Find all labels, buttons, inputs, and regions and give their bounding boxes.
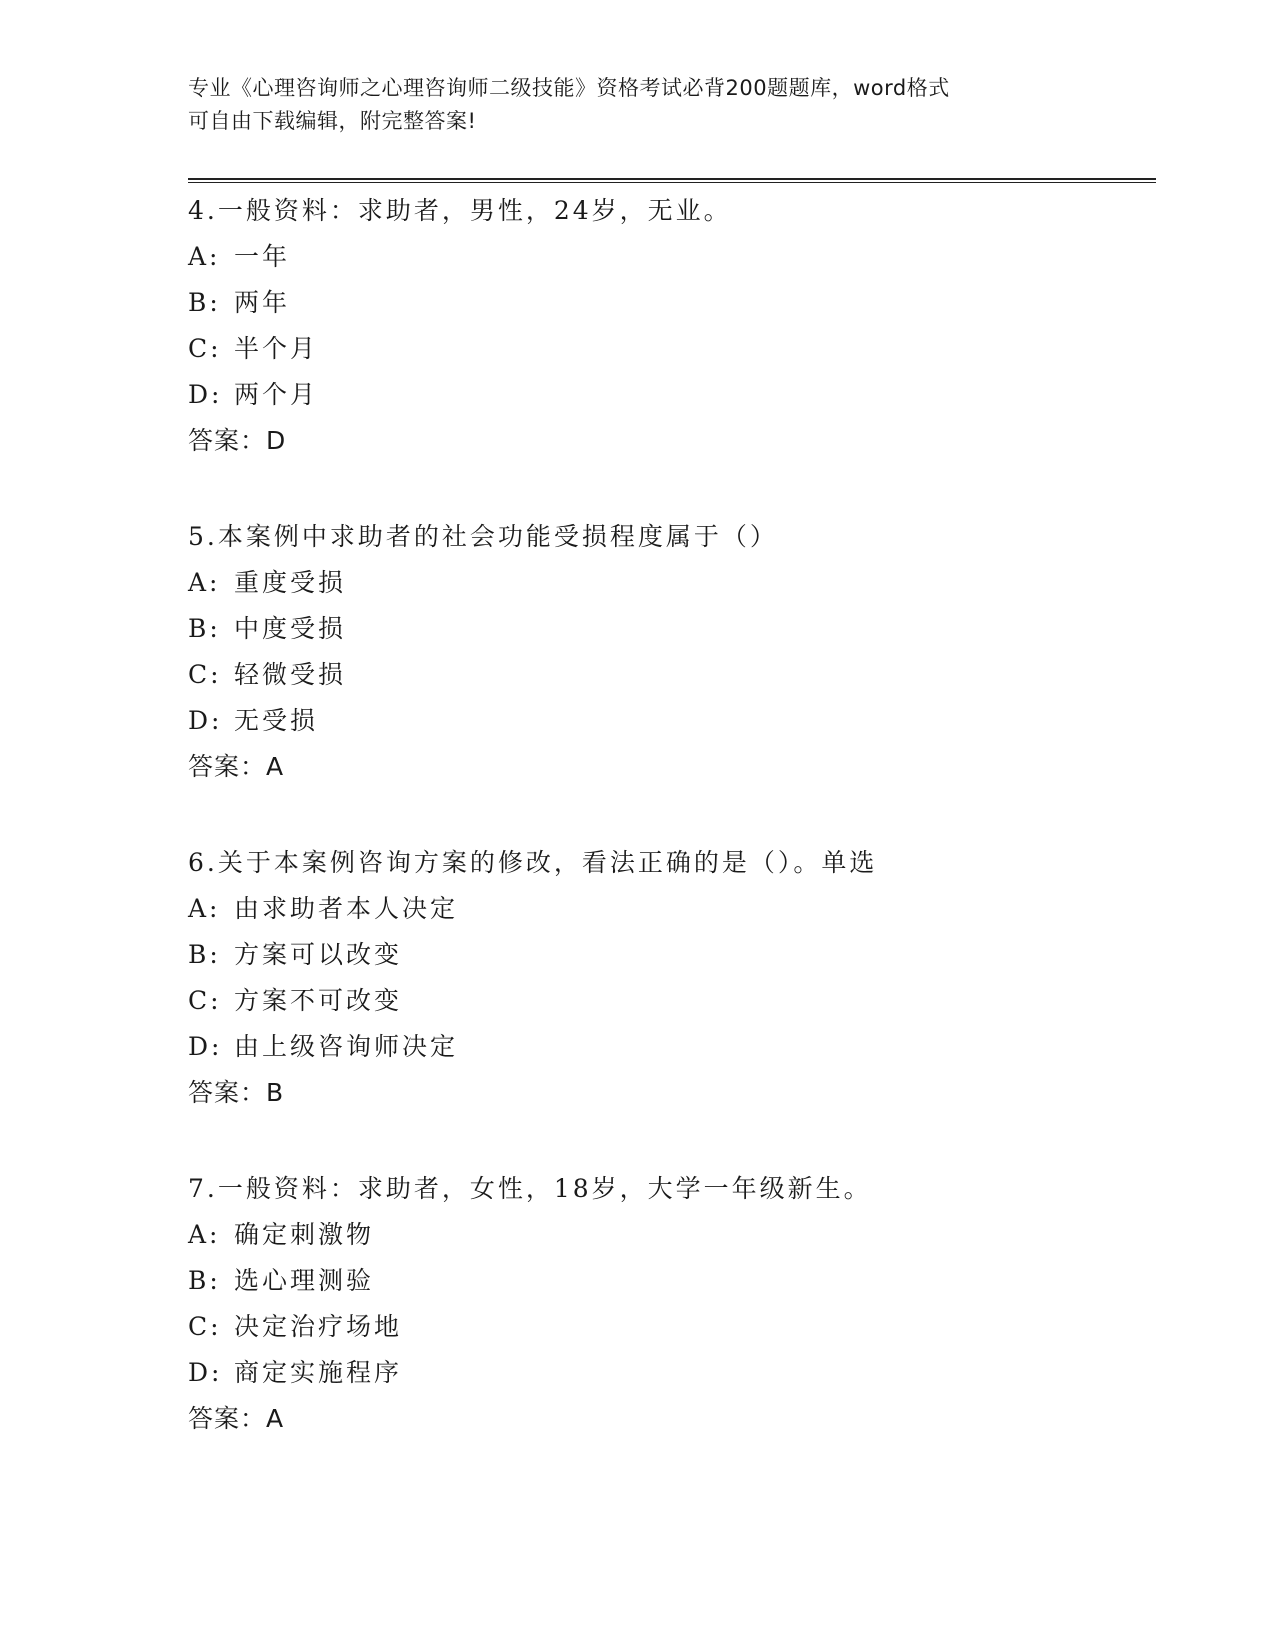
option-c bbox=[188, 978, 1156, 1024]
option-b bbox=[188, 606, 1156, 652]
option-c bbox=[188, 326, 1156, 372]
question-5 bbox=[188, 514, 1156, 790]
question-text: 6.关于本案例咨询方案的修改，看法正确的是（）。单选 bbox=[188, 848, 878, 877]
option-text: 选心理测验 bbox=[234, 1266, 375, 1295]
option-text: 两年 bbox=[234, 288, 291, 317]
option-text: 决定治疗场地 bbox=[234, 1312, 403, 1341]
option-letter: D: bbox=[188, 706, 223, 735]
option-letter: B: bbox=[188, 288, 221, 317]
question-text: 4.一般资料：求助者，男性，24岁，无业。 bbox=[188, 196, 732, 225]
option-letter: A: bbox=[188, 242, 221, 271]
option-a bbox=[188, 234, 1156, 280]
question-4 bbox=[188, 188, 1156, 464]
option-letter: A: bbox=[188, 568, 221, 597]
option-letter: C: bbox=[188, 660, 222, 689]
option-text: 无受损 bbox=[234, 706, 319, 735]
option-c bbox=[188, 1304, 1156, 1350]
header-line-1: 专业《心理咨询师之心理咨询师二级技能》资格考试必背200题题库，word格式 bbox=[188, 76, 950, 100]
option-text: 一年 bbox=[234, 242, 291, 271]
document-header bbox=[188, 72, 1068, 138]
option-text: 由上级咨询师决定 bbox=[234, 1032, 459, 1061]
option-letter: A: bbox=[188, 894, 221, 923]
option-d bbox=[188, 1024, 1156, 1070]
option-text: 重度受损 bbox=[234, 568, 347, 597]
question-7 bbox=[188, 1166, 1156, 1442]
option-text: 两个月 bbox=[234, 380, 319, 409]
question-text: 7.一般资料：求助者，女性，18岁，大学一年级新生。 bbox=[188, 1174, 872, 1203]
option-letter: C: bbox=[188, 334, 222, 363]
option-text: 方案可以改变 bbox=[234, 940, 403, 969]
option-text: 中度受损 bbox=[234, 614, 347, 643]
option-a bbox=[188, 560, 1156, 606]
answer-line: 答案：B bbox=[188, 1078, 285, 1107]
question-6 bbox=[188, 840, 1156, 1116]
header-divider bbox=[188, 178, 1156, 183]
option-letter: B: bbox=[188, 614, 221, 643]
option-letter: A: bbox=[188, 1220, 221, 1249]
option-letter: B: bbox=[188, 940, 221, 969]
answer-line: 答案：D bbox=[188, 426, 287, 455]
option-text: 半个月 bbox=[234, 334, 319, 363]
option-a bbox=[188, 1212, 1156, 1258]
option-letter: D: bbox=[188, 380, 223, 409]
option-d bbox=[188, 372, 1156, 418]
option-d bbox=[188, 1350, 1156, 1396]
option-letter: C: bbox=[188, 986, 222, 1015]
option-text: 方案不可改变 bbox=[234, 986, 403, 1015]
option-text: 轻微受损 bbox=[234, 660, 347, 689]
option-b bbox=[188, 1258, 1156, 1304]
option-b bbox=[188, 932, 1156, 978]
option-letter: C: bbox=[188, 1312, 222, 1341]
option-c bbox=[188, 652, 1156, 698]
option-text: 确定刺激物 bbox=[234, 1220, 375, 1249]
answer-line: 答案：A bbox=[188, 752, 285, 781]
option-letter: D: bbox=[188, 1032, 223, 1061]
question-list bbox=[188, 188, 1156, 1492]
option-text: 由求助者本人决定 bbox=[234, 894, 459, 923]
option-b bbox=[188, 280, 1156, 326]
question-text: 5.本案例中求助者的社会功能受损程度属于（） bbox=[188, 522, 778, 551]
answer-line: 答案：A bbox=[188, 1404, 285, 1433]
header-line-2: 可自由下载编辑，附完整答案! bbox=[188, 109, 477, 133]
option-letter: B: bbox=[188, 1266, 221, 1295]
option-letter: D: bbox=[188, 1358, 223, 1387]
option-text: 商定实施程序 bbox=[234, 1358, 403, 1387]
option-d bbox=[188, 698, 1156, 744]
option-a bbox=[188, 886, 1156, 932]
